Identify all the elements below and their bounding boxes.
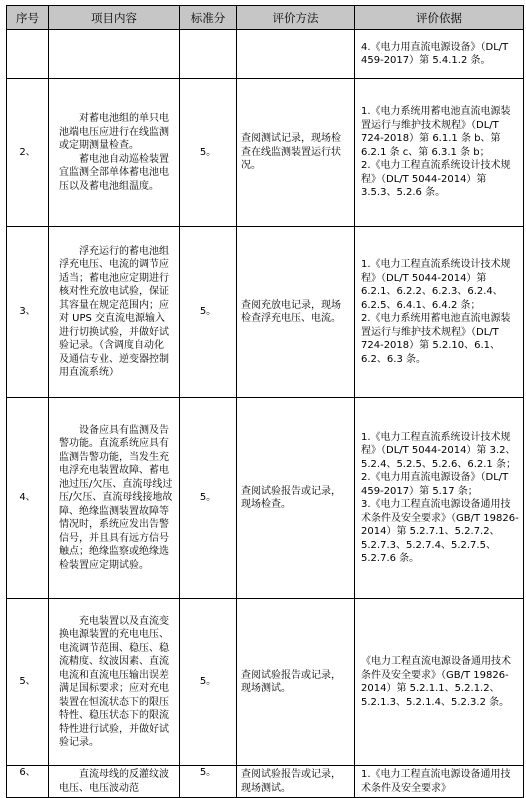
- row-score-cell: 5。: [180, 599, 237, 766]
- row-basis-cell: [355, 766, 524, 798]
- basis-line: 2.《电力工程直流系统设计技术规程》（DL/T 5044-2014）第 3.5.3、5.2.6 条。: [361, 160, 511, 199]
- row-no-cell: 4、: [7, 398, 49, 599]
- row-method-cell: 查阅充放电记录，现场检查浮充电压、电流。: [237, 227, 355, 398]
- basis-line: 3.《电力工程直流电源设备通用技术条件及安全要求》（GB/T 19826-2014）第 5.2.7.1、5.2.7.2、5.2.7.3、5.2.7.4、5.2.7.5、5.2.7.6 条。: [361, 499, 519, 564]
- header-score: 标准分: [180, 6, 237, 30]
- header-method: 评价方法: [237, 6, 355, 30]
- row-basis-cell: [355, 30, 524, 79]
- row-no-cell: 6、: [7, 766, 49, 798]
- table-row: [7, 599, 524, 766]
- basis-line: 4.《电力用直流电源设备》（DL/T 459-2017）第 5.4.1.2 条。: [361, 41, 509, 66]
- row-no-cell: 5、: [7, 599, 49, 766]
- table-row: [7, 79, 524, 227]
- basis-line: 2.《电力系统用蓄电池直流电源装置运行与维护技术规程》（DL/T 724-2018）第 5.2.10、6.1、6.2、6.3 条。: [361, 313, 511, 365]
- item-paragraph: 蓄电池自动巡检装置宜监测全部单体蓄电池电压以及蓄电池组温度。: [59, 153, 169, 192]
- row-item-cell: [49, 79, 180, 227]
- row-score-cell: 5。: [180, 766, 237, 798]
- header-basis: 评价依据: [355, 6, 524, 30]
- evaluation-table: [6, 5, 524, 798]
- item-paragraph: 浮充运行的蓄电池组浮充电压、电流的调节应适当；蓄电池应定期进行核对性充放电试验，保证其容量在规定范围内；应对 UPS 交直流电源输入进行切换试验，并做好试验记录。（含调度自动化及通信专业、逆变器控制用直流系统）: [59, 245, 169, 378]
- row-basis-cell: [355, 79, 524, 227]
- row-method-cell: 查阅测试记录，现场检查在线监测装置运行状况。: [237, 79, 355, 227]
- row-method-cell: 查阅试验报告或记录，现场测试。: [237, 599, 355, 766]
- row-score-cell: [180, 30, 237, 79]
- row-basis-cell: [355, 599, 524, 766]
- row-no-cell: 2、: [7, 79, 49, 227]
- row-score-cell: 5。: [180, 227, 237, 398]
- basis-line: 1.《电力工程直流系统设计技术规程》（DL/T 5044-2014）第 6.2.1、6.2.2、6.2.3、6.2.4、6.2.5、6.4.1、6.4.2 条；: [361, 259, 511, 311]
- row-score-cell: 5。: [180, 79, 237, 227]
- row-item-cell: [49, 30, 180, 79]
- row-basis-cell: [355, 227, 524, 398]
- row-score-cell: 5。: [180, 398, 237, 599]
- row-item-cell: [49, 227, 180, 398]
- row-method-cell: [237, 30, 355, 79]
- table-row: [7, 398, 524, 599]
- table-row: [7, 227, 524, 398]
- header-item: 项目内容: [49, 6, 180, 30]
- row-method-cell: 查阅试验报告或记录，现场检查。: [237, 398, 355, 599]
- row-method-cell: 查阅试验报告或记录，现场测试。: [237, 766, 355, 798]
- row-no-cell: 3、: [7, 227, 49, 398]
- row-no-cell: [7, 30, 49, 79]
- item-paragraph: 设备应具有监测及告警功能。直流系统应具有监测告警功能，当发生充电浮充电装置故障、蓄电池过压/欠压、直流母线过压/欠压、直流母线接地故障、绝缘监测装置故障等情况时，系统应发出告警信号，并且具有远方信号触点；绝缘监察或绝缘选检装置应定期试验。: [59, 424, 173, 571]
- table-row: [7, 766, 524, 798]
- basis-line: 1.《电力工程直流系统设计技术规程》（DL/T 5044-2014）第 3.2、5.2.4、5.2.5、5.2.6、6.2.1 条；: [361, 431, 516, 470]
- header-no: 序号: [7, 6, 49, 30]
- table-header-row: [7, 6, 524, 30]
- basis-line: 1.《电力系统用蓄电池直流电源装置运行与维护技术规程》（DL/T 724-2018）第 6.1.1 条 b、第 6.2.1 条 c、第 6.3.1 条 b；: [361, 106, 511, 158]
- row-item-cell: [49, 766, 180, 798]
- item-paragraph: 直流母线的反灌纹波电压、电压波动范: [59, 769, 169, 794]
- basis-line: 2.《电力用直流电源设备》（DL/T 459-2017）第 5.17 条；: [361, 472, 509, 497]
- row-item-cell: [49, 398, 180, 599]
- row-basis-cell: [355, 398, 524, 599]
- table-row: [7, 30, 524, 79]
- basis-line: 1.《电力工程直流电源设备通用技术条件及安全要求》: [361, 769, 511, 794]
- item-paragraph: 对蓄电池组的单只电池端电压应进行在线监测或定期测量检查。: [59, 113, 169, 151]
- item-paragraph: 充电装置以及直流变换电源装置的充电电压、电流调节范围、稳压、稳流精度、纹波因素、直流电流和直流电压输出误差满足国标要求；应对充电装置在恒流状态下的限压特性、稳压状态下的限流特性进行试验，并做好试验记录。: [59, 615, 169, 748]
- basis-line: 《电力工程直流电源设备通用技术条件及安全要求》（GB/T 19826-2014）第 5.2.1.1、5.2.1.2、5.2.1.3、5.2.1.4、5.2.3.2 条。: [361, 656, 511, 708]
- row-item-cell: [49, 599, 180, 766]
